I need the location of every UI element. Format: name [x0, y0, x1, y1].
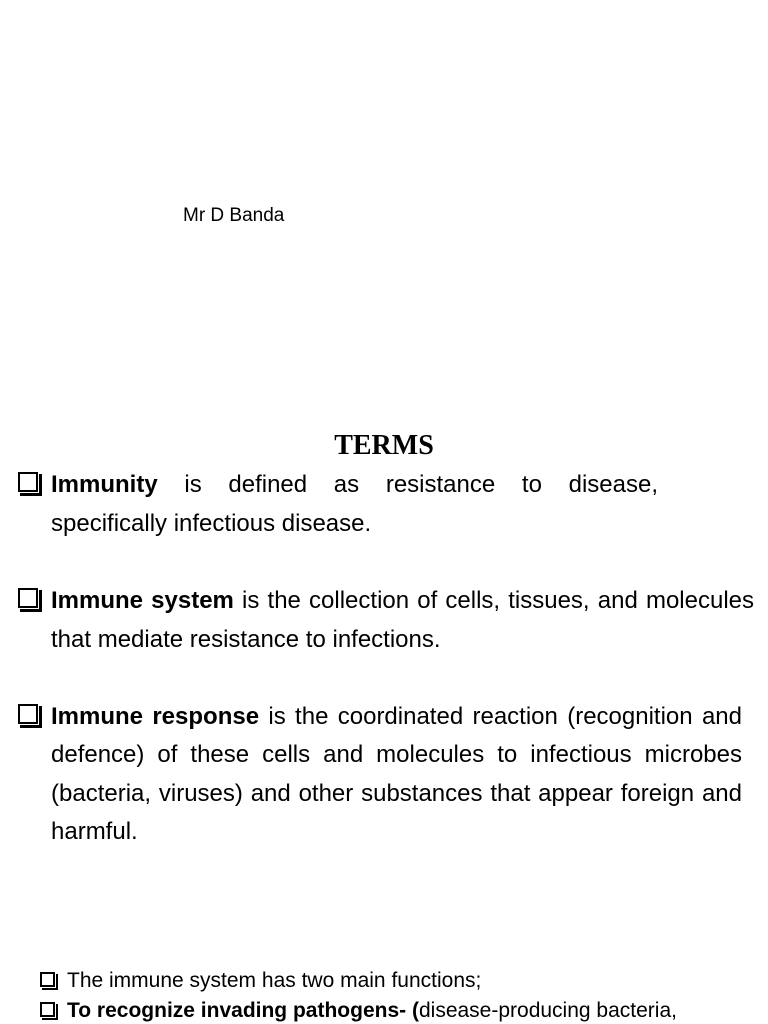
function-bullet-recognize [40, 998, 760, 1024]
checkbox-bullet-icon [40, 1002, 55, 1017]
checkbox-bullet-icon [18, 472, 38, 492]
checkbox-bullet-icon [18, 588, 38, 608]
term-label: Immune system [51, 587, 234, 614]
functions-intro-text: The immune system has two main functions; [67, 969, 482, 992]
term-bullet-immune-response [18, 698, 742, 851]
functions-intro-bullet [40, 968, 760, 994]
function-detail: disease-producing bacteria, [418, 999, 677, 1022]
term-label: Immunity [51, 471, 158, 498]
function-label: To recognize invading pathogens- ( [67, 999, 419, 1022]
term-paragraph [51, 466, 658, 543]
term-definition: is defined as resistance to disease, specifically infectious disease. [51, 471, 658, 537]
term-definition: is the coordinated reaction (recognition and defence) of these cells and molecules to infectious microbes (bacteria, viruses) and other substances that appear foreign and harmful. [51, 703, 742, 845]
function-text [67, 998, 760, 1024]
term-bullet-immunity [18, 466, 658, 543]
author-name: Mr D Banda [183, 205, 285, 226]
term-paragraph [51, 698, 742, 851]
term-bullet-immune-system [18, 582, 754, 659]
term-paragraph [51, 582, 754, 659]
section-title: TERMS [334, 430, 434, 461]
checkbox-bullet-icon [18, 704, 38, 724]
checkbox-bullet-icon [40, 972, 55, 987]
term-label: Immune response [51, 703, 260, 730]
term-definition: is the collection of cells, tissues, and molecules that mediate resistance to infections. [51, 587, 754, 653]
